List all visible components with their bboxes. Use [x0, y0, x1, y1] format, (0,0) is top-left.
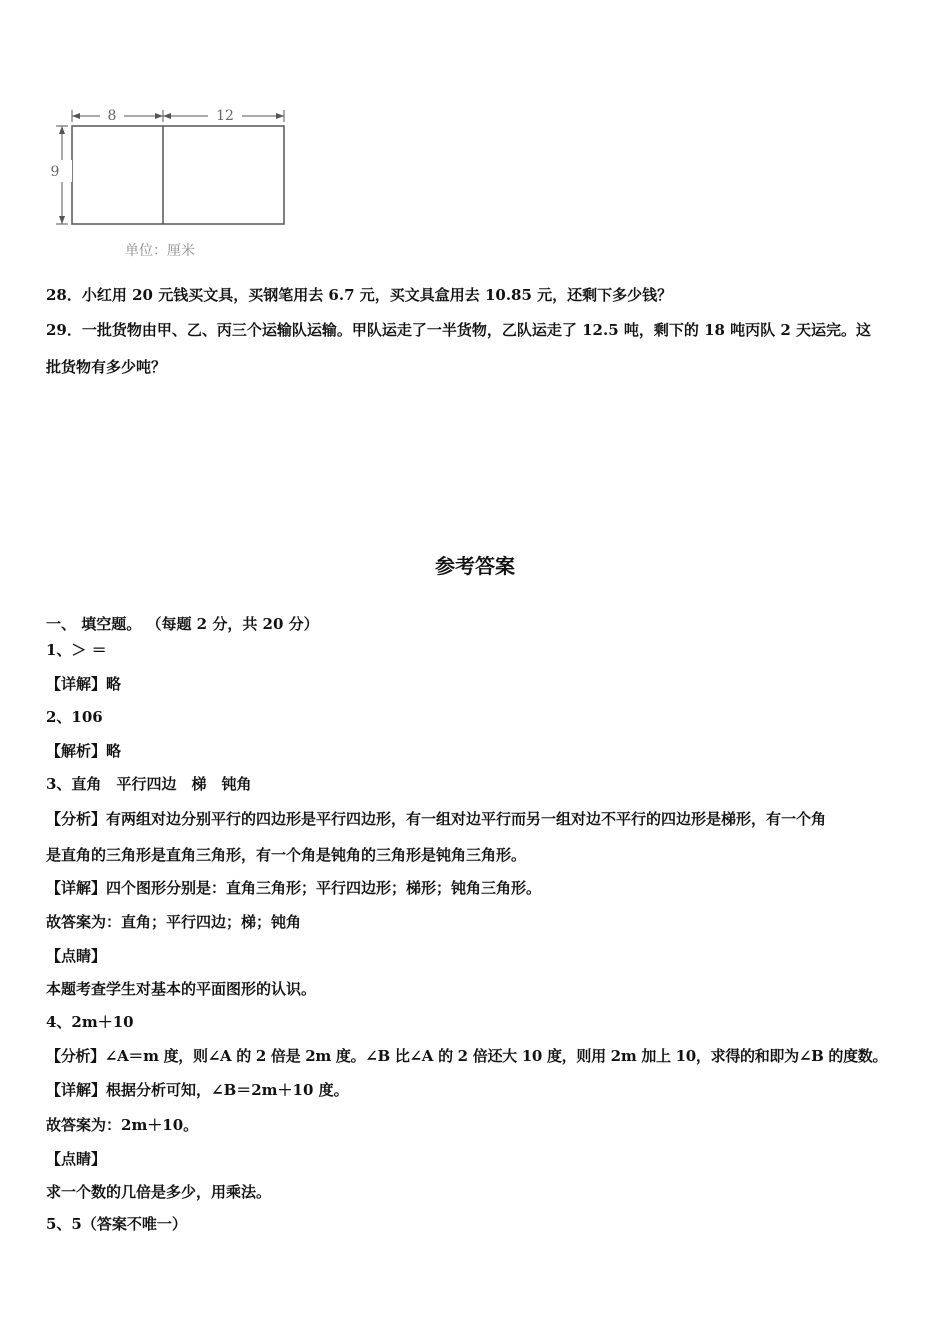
answer-2: 2、106 — [46, 708, 103, 726]
answer-3-analysis-line-2: 是直角的三角形是直角三角形，有一个角是钝角的三角形是钝角三角形。 — [46, 846, 527, 864]
arrow-head — [72, 113, 80, 119]
answer-2-detail: 【解析】略 — [46, 742, 122, 760]
answer-3-tip: 【点睛】 — [46, 947, 107, 965]
section-heading: 一、 填空题。 （每题 2 分，共 20 分） — [46, 615, 319, 633]
answer-4-tip-text: 求一个数的几倍是多少，用乘法。 — [46, 1183, 272, 1201]
figure-drawing — [40, 100, 300, 265]
answer-3-analysis-line-1: 【分析】有两组对边分别平行的四边形是平行四边形，有一组对边平行而另一组对边不平行的四边形是梯形，有一个角 — [46, 810, 827, 828]
arrow-head — [163, 113, 171, 119]
answer-3: 3、直角 平行四边 梯 钝角 — [46, 775, 252, 793]
rectangle-figure — [40, 100, 300, 265]
arrow-head — [155, 113, 163, 119]
answers-title: 参考答案 — [435, 554, 515, 578]
answer-4-tip: 【点睛】 — [46, 1150, 107, 1168]
answer-4-analysis: 【分析】∠A＝m 度，则∠A 的 2 倍是 2m 度。∠B 比∠A 的 2 倍还大 10 度，则用 2m 加上 10，求得的和即为∠B 的度数。 — [46, 1047, 888, 1065]
unit-caption: 单位：厘米 — [125, 243, 195, 259]
answer-3-final: 故答案为：直角；平行四边；梯；钝角 — [46, 913, 302, 931]
dim-label-top-left: 8 — [107, 108, 117, 124]
answer-1-detail: 【详解】略 — [46, 675, 122, 693]
dim-label-top-right: 12 — [216, 108, 234, 124]
arrow-head — [276, 113, 284, 119]
answer-5: 5、5（答案不唯一） — [46, 1215, 187, 1233]
question-28: 28．小红用 20 元钱买文具，买钢笔用去 6.7 元，买文具盒用去 10.85 元，还剩下多少钱？ — [46, 286, 673, 304]
figure-outer-rect — [72, 126, 284, 224]
answer-3-detail: 【详解】四个图形分别是：直角三角形；平行四边形；梯形；钝角三角形。 — [46, 879, 542, 897]
answer-4: 4、2m＋10 — [46, 1013, 134, 1031]
arrow-head — [59, 216, 65, 224]
question-29-line-2: 批货物有多少吨？ — [46, 358, 167, 376]
question-29-line-1: 29．一批货物由甲、乙、丙三个运输队运输。甲队运走了一半货物，乙队运走了 12.5 吨，剩下的 18 吨丙队 2 天运完。这 — [46, 321, 872, 339]
answer-3-tip-text: 本题考查学生对基本的平面图形的认识。 — [46, 980, 317, 998]
answer-4-detail: 【详解】根据分析可知，∠B＝2m＋10 度。 — [46, 1081, 349, 1099]
dim-label-left: 9 — [50, 164, 60, 180]
arrow-head — [59, 126, 65, 134]
answer-1: 1、＞ ＝ — [46, 641, 107, 659]
answer-4-final: 故答案为：2m＋10。 — [46, 1116, 199, 1134]
